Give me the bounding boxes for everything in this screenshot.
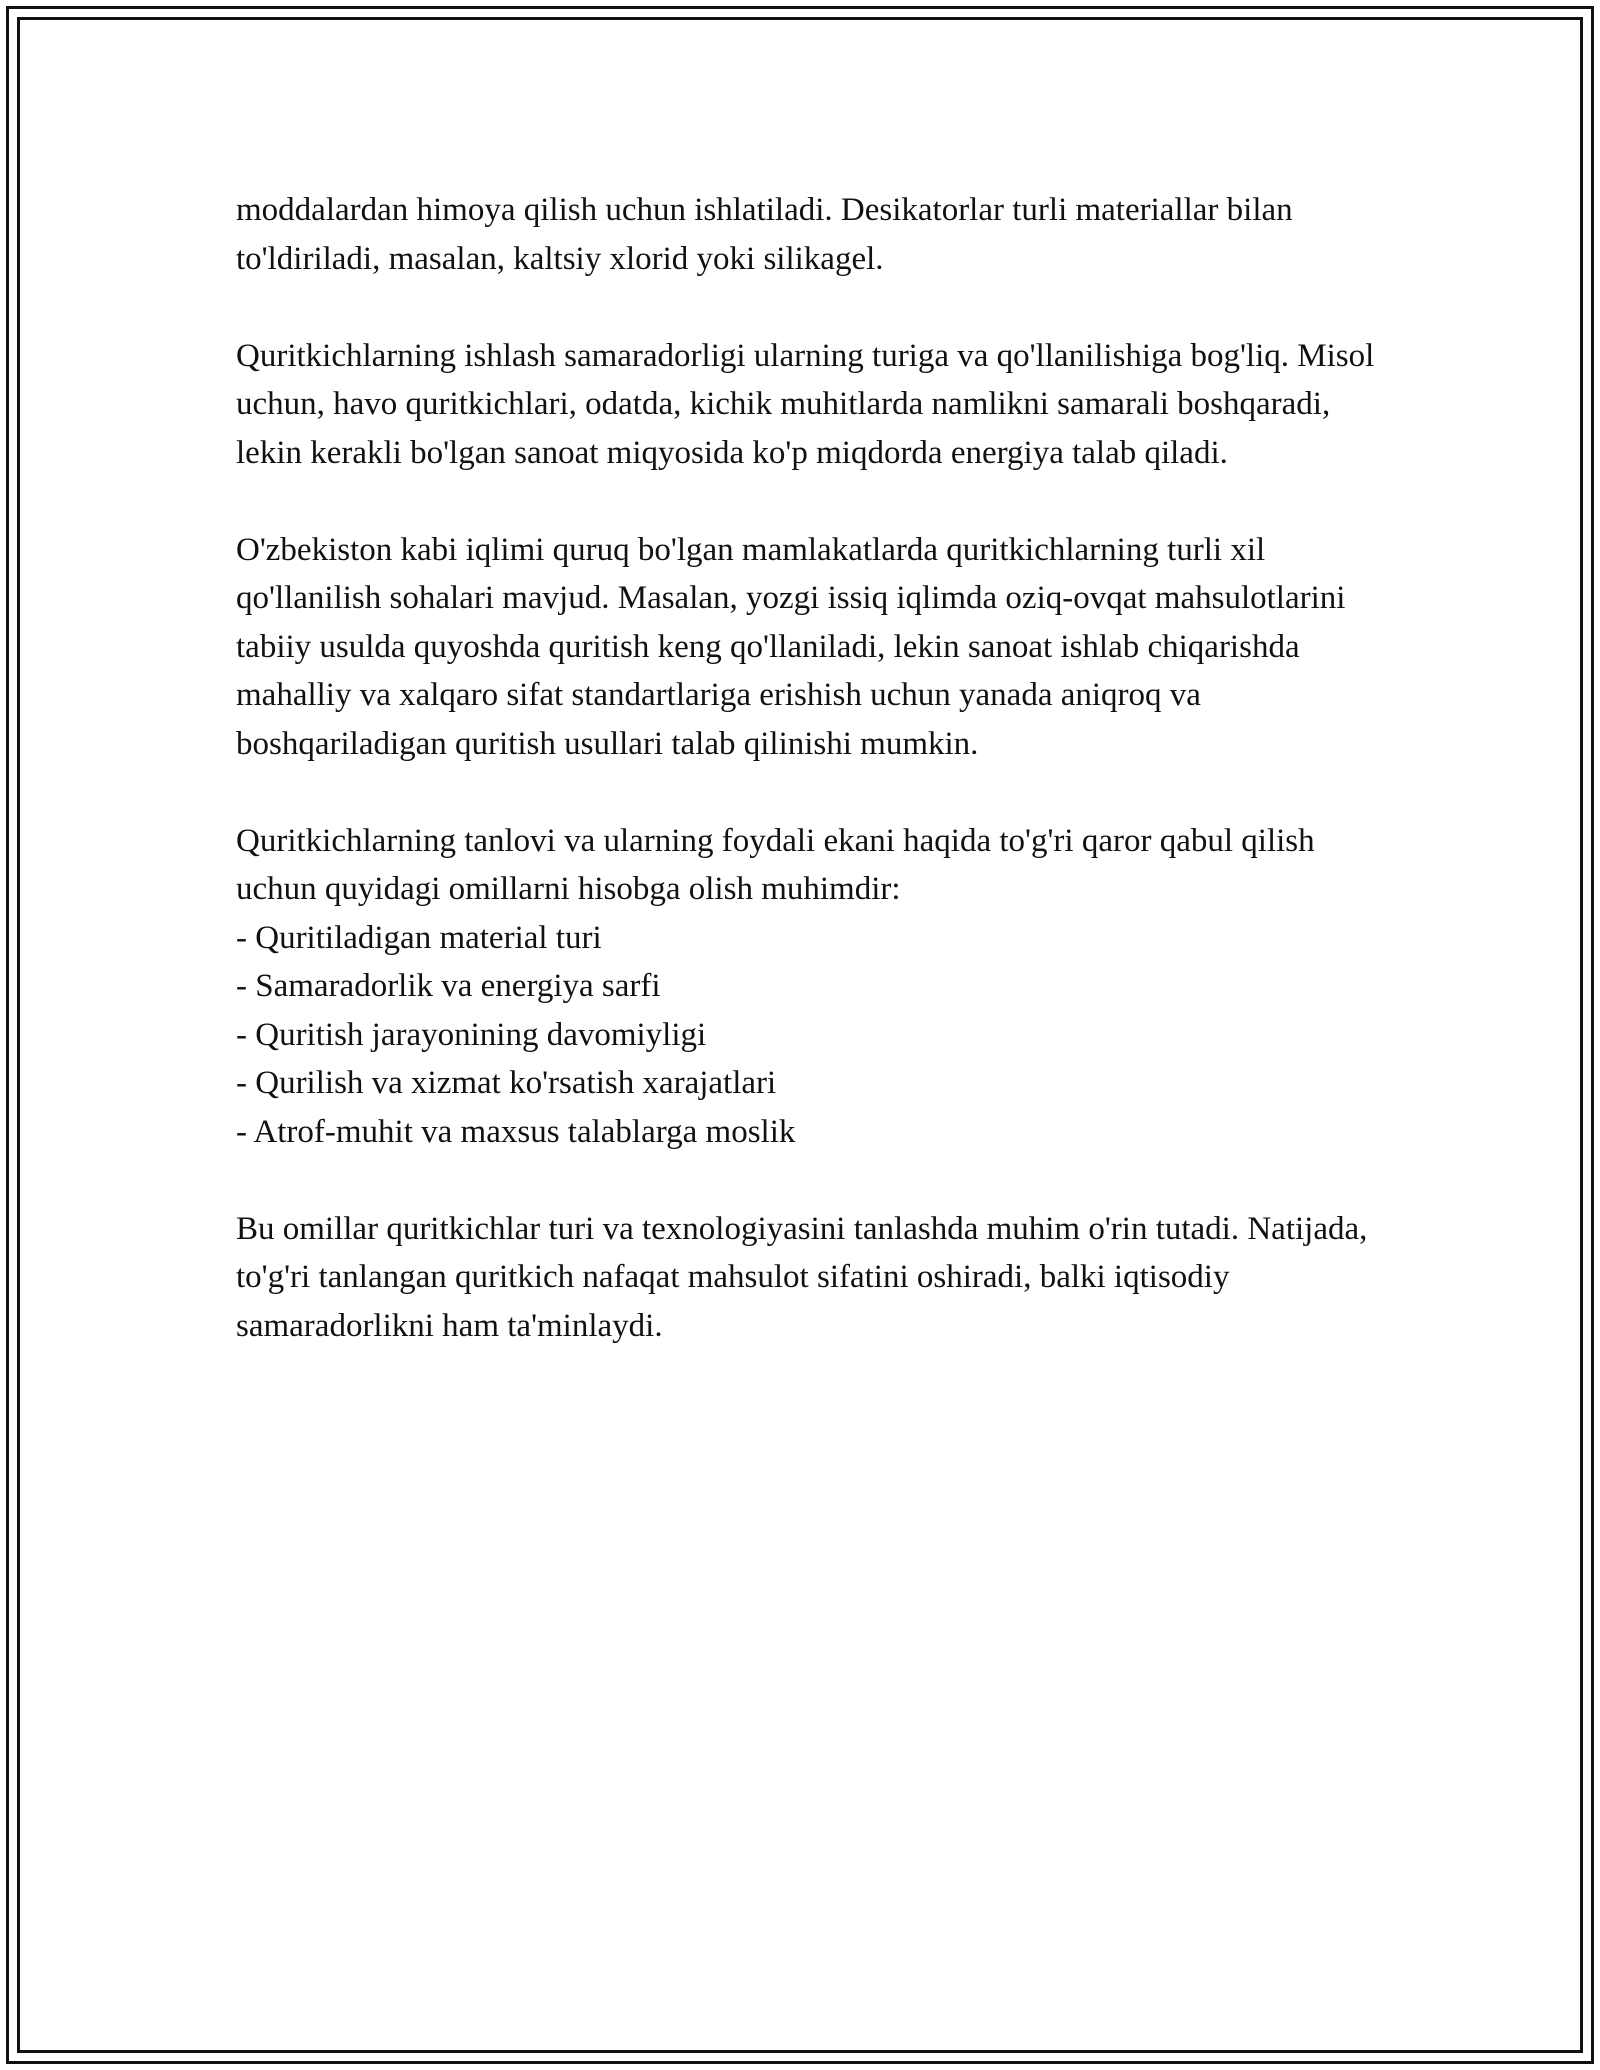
factors-list — [236, 914, 1376, 1157]
list-item: - Samaradorlik va energiya sarfi — [236, 968, 661, 1004]
document-body — [236, 186, 1376, 1399]
list-item: - Atrof-muhit va maxsus talablarga moslik — [236, 1113, 796, 1150]
list-item: - Quritiladigan material turi — [236, 919, 602, 956]
paragraph-desiccators: moddalardan himoya qilish uchun ishlatiladi. Desikatorlar turli materiallar bilan to'ldiriladi, masalan, kaltsiy xlorid yoki silikagel. — [236, 192, 1293, 277]
paragraph-closing: Bu omillar quritkichlar turi va texnologiyasini tanlashda muhim o'rin tutadi. Natijada, to'g'ri tanlangan quritkich nafaqat mahsulot sifatini oshiradi, balki iqtisodiy samaradorlikni ham ta'minlaydi. — [236, 1210, 1368, 1344]
list-intro: Quritkichlarning tanlovi va ularning foydali ekani haqida to'g'ri qaror qabul qilish uchun quyidagi omillarni hisobga olish muhimdir: — [236, 822, 1315, 907]
list-item: - Quritish jarayonining davomiyligi — [236, 1016, 707, 1053]
paragraph-efficiency: Quritkichlarning ishlash samaradorligi ularning turiga va qo'llanilishiga bog'liq. Misol uchun, havo quritkichlari, odatda, kichik muhitlarda namlikni samarali boshqaradi, lekin kerakli bo'lgan sanoat miqyosida ko'p miqdorda energiya talab qiladi. — [236, 337, 1375, 471]
list-item: - Qurilish va xizmat ko'rsatish xarajatlari — [236, 1065, 777, 1101]
paragraph-uzbekistan: O'zbekiston kabi iqlimi quruq bo'lgan mamlakatlarda quritkichlarning turli xil qo'llanilish sohalari mavjud. Masalan, yozgi issiq iqlimda oziq-ovqat mahsulotlarini tabiiy usulda quyoshda quritish keng qo'llaniladi, lekin sanoat ishlab chiqarishda mahalliy va xalqaro sifat standartlariga erishish uchun yanada aniqroq va boshqariladigan quritish usullari talab qilinishi mumkin. — [236, 531, 1346, 762]
